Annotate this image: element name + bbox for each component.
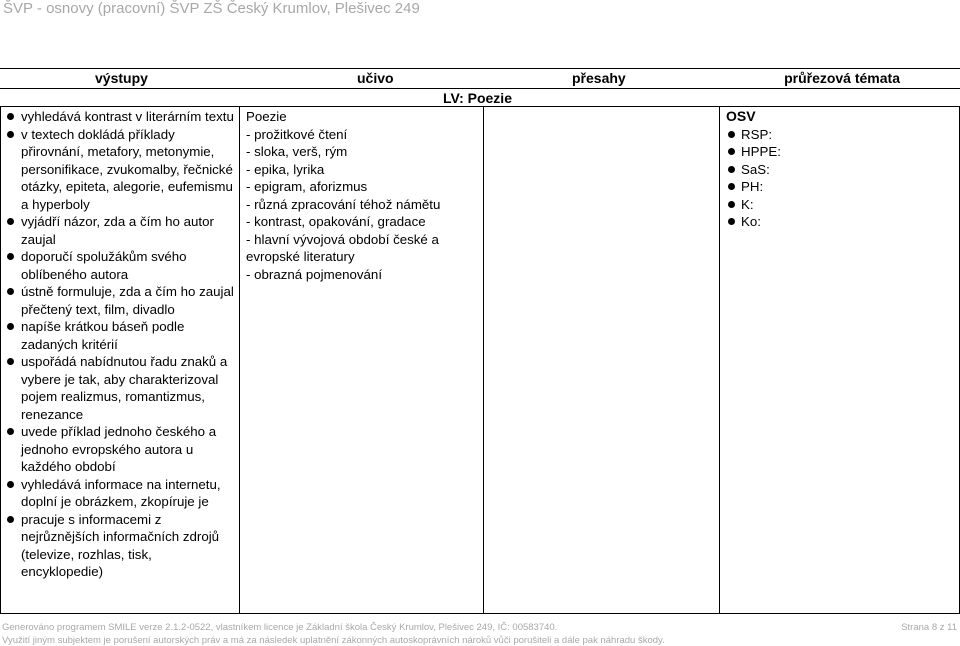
osv-item: K:	[720, 196, 959, 214]
content-line: evropské literatury	[246, 249, 355, 264]
section-label: LV: Poezie	[443, 90, 512, 106]
content-line: - obrazná pojmenování	[246, 266, 383, 282]
outcomes-list	[1, 107, 239, 581]
page-number: Strana 8 z 11	[901, 622, 957, 633]
list-item: uspořádá nabídnutou řadu znaků a vybere je tak, aby charakterizoval pojem realizmus, romantizmus, renezance	[1, 353, 239, 423]
osv-item: Ko:	[720, 213, 959, 231]
header-prurezova-temata: průřezová témata	[784, 70, 900, 86]
list-item: v textech dokládá příklady přirovnání, metafory, metonymie, personifikace, zvukomalby, řečnické otázky, epiteta, alegorie, eufemismu a hyperboly	[1, 126, 239, 214]
document-title: ŠVP - osnovy (pracovní) ŠVP ZŠ Český Krumlov, Plešivec 249	[3, 0, 420, 17]
content-column	[239, 106, 484, 614]
footer-generated: Generováno programem SMILE verze 2.1.2-0522, vlastníkem licence je Základní škola Český Krumlov, Plešivec 249, IČ: 00583740.	[2, 622, 558, 633]
content-line: - různá zpracování téhož námětu	[246, 196, 441, 212]
list-item: vyhledává kontrast v literárním textu	[1, 108, 239, 126]
content-line: - sloka, verš, rým	[246, 144, 348, 159]
content-line: - epigram, aforizmus	[246, 179, 368, 194]
list-item: pracuje s informacemi z nejrůznějších informačních zdrojů (televize, rozhlas, tisk, encyklopedie)	[1, 511, 239, 581]
footer-notice: Využití jiným subjektem je porušení autorských práv a má za následek uplatnění zákonných autoskoprávních nároků vůči porušiteli a dále pak náhradu škody.	[2, 635, 665, 646]
osv-item: SaS:	[720, 161, 959, 179]
list-item: napíše krátkou báseň podle zadaných kritérií	[1, 318, 239, 353]
content-line: - epika, lyrika	[246, 161, 325, 177]
list-item: vyhledává informace na internetu, doplní je obrázkem, zkopíruje je	[1, 476, 239, 511]
osv-list	[720, 126, 959, 231]
osv-item: HPPE:	[720, 143, 959, 161]
header-presahy: přesahy	[572, 70, 626, 86]
content-line: - kontrast, opakování, gradace	[246, 214, 426, 229]
section-row	[0, 88, 960, 107]
content-line: - hlavní vývojová období české a	[246, 231, 439, 247]
content-line: - prožitkové čtení	[246, 126, 348, 142]
list-item: ústně formuluje, zda a čím ho zaujal přečtený text, film, divadlo	[1, 283, 239, 318]
list-item: vyjádří názor, zda a čím ho autor zaujal	[1, 213, 239, 248]
header-vystupy: výstupy	[95, 70, 148, 86]
osv-heading: OSV	[726, 108, 756, 124]
table-header-row	[0, 69, 960, 88]
header-ucivo: učivo	[357, 70, 394, 86]
osv-item: RSP:	[720, 126, 959, 144]
osv-item: PH:	[720, 178, 959, 196]
outcomes-column	[0, 106, 240, 614]
presahy-column	[483, 106, 720, 614]
list-item: uvede příklad jednoho českého a jednoho evropského autora u každého období	[1, 423, 239, 476]
list-item: doporučí spolužákům svého oblíbeného autora	[1, 248, 239, 283]
content-lines	[240, 107, 483, 283]
themes-column	[719, 106, 960, 614]
content-line: Poezie	[246, 109, 287, 124]
